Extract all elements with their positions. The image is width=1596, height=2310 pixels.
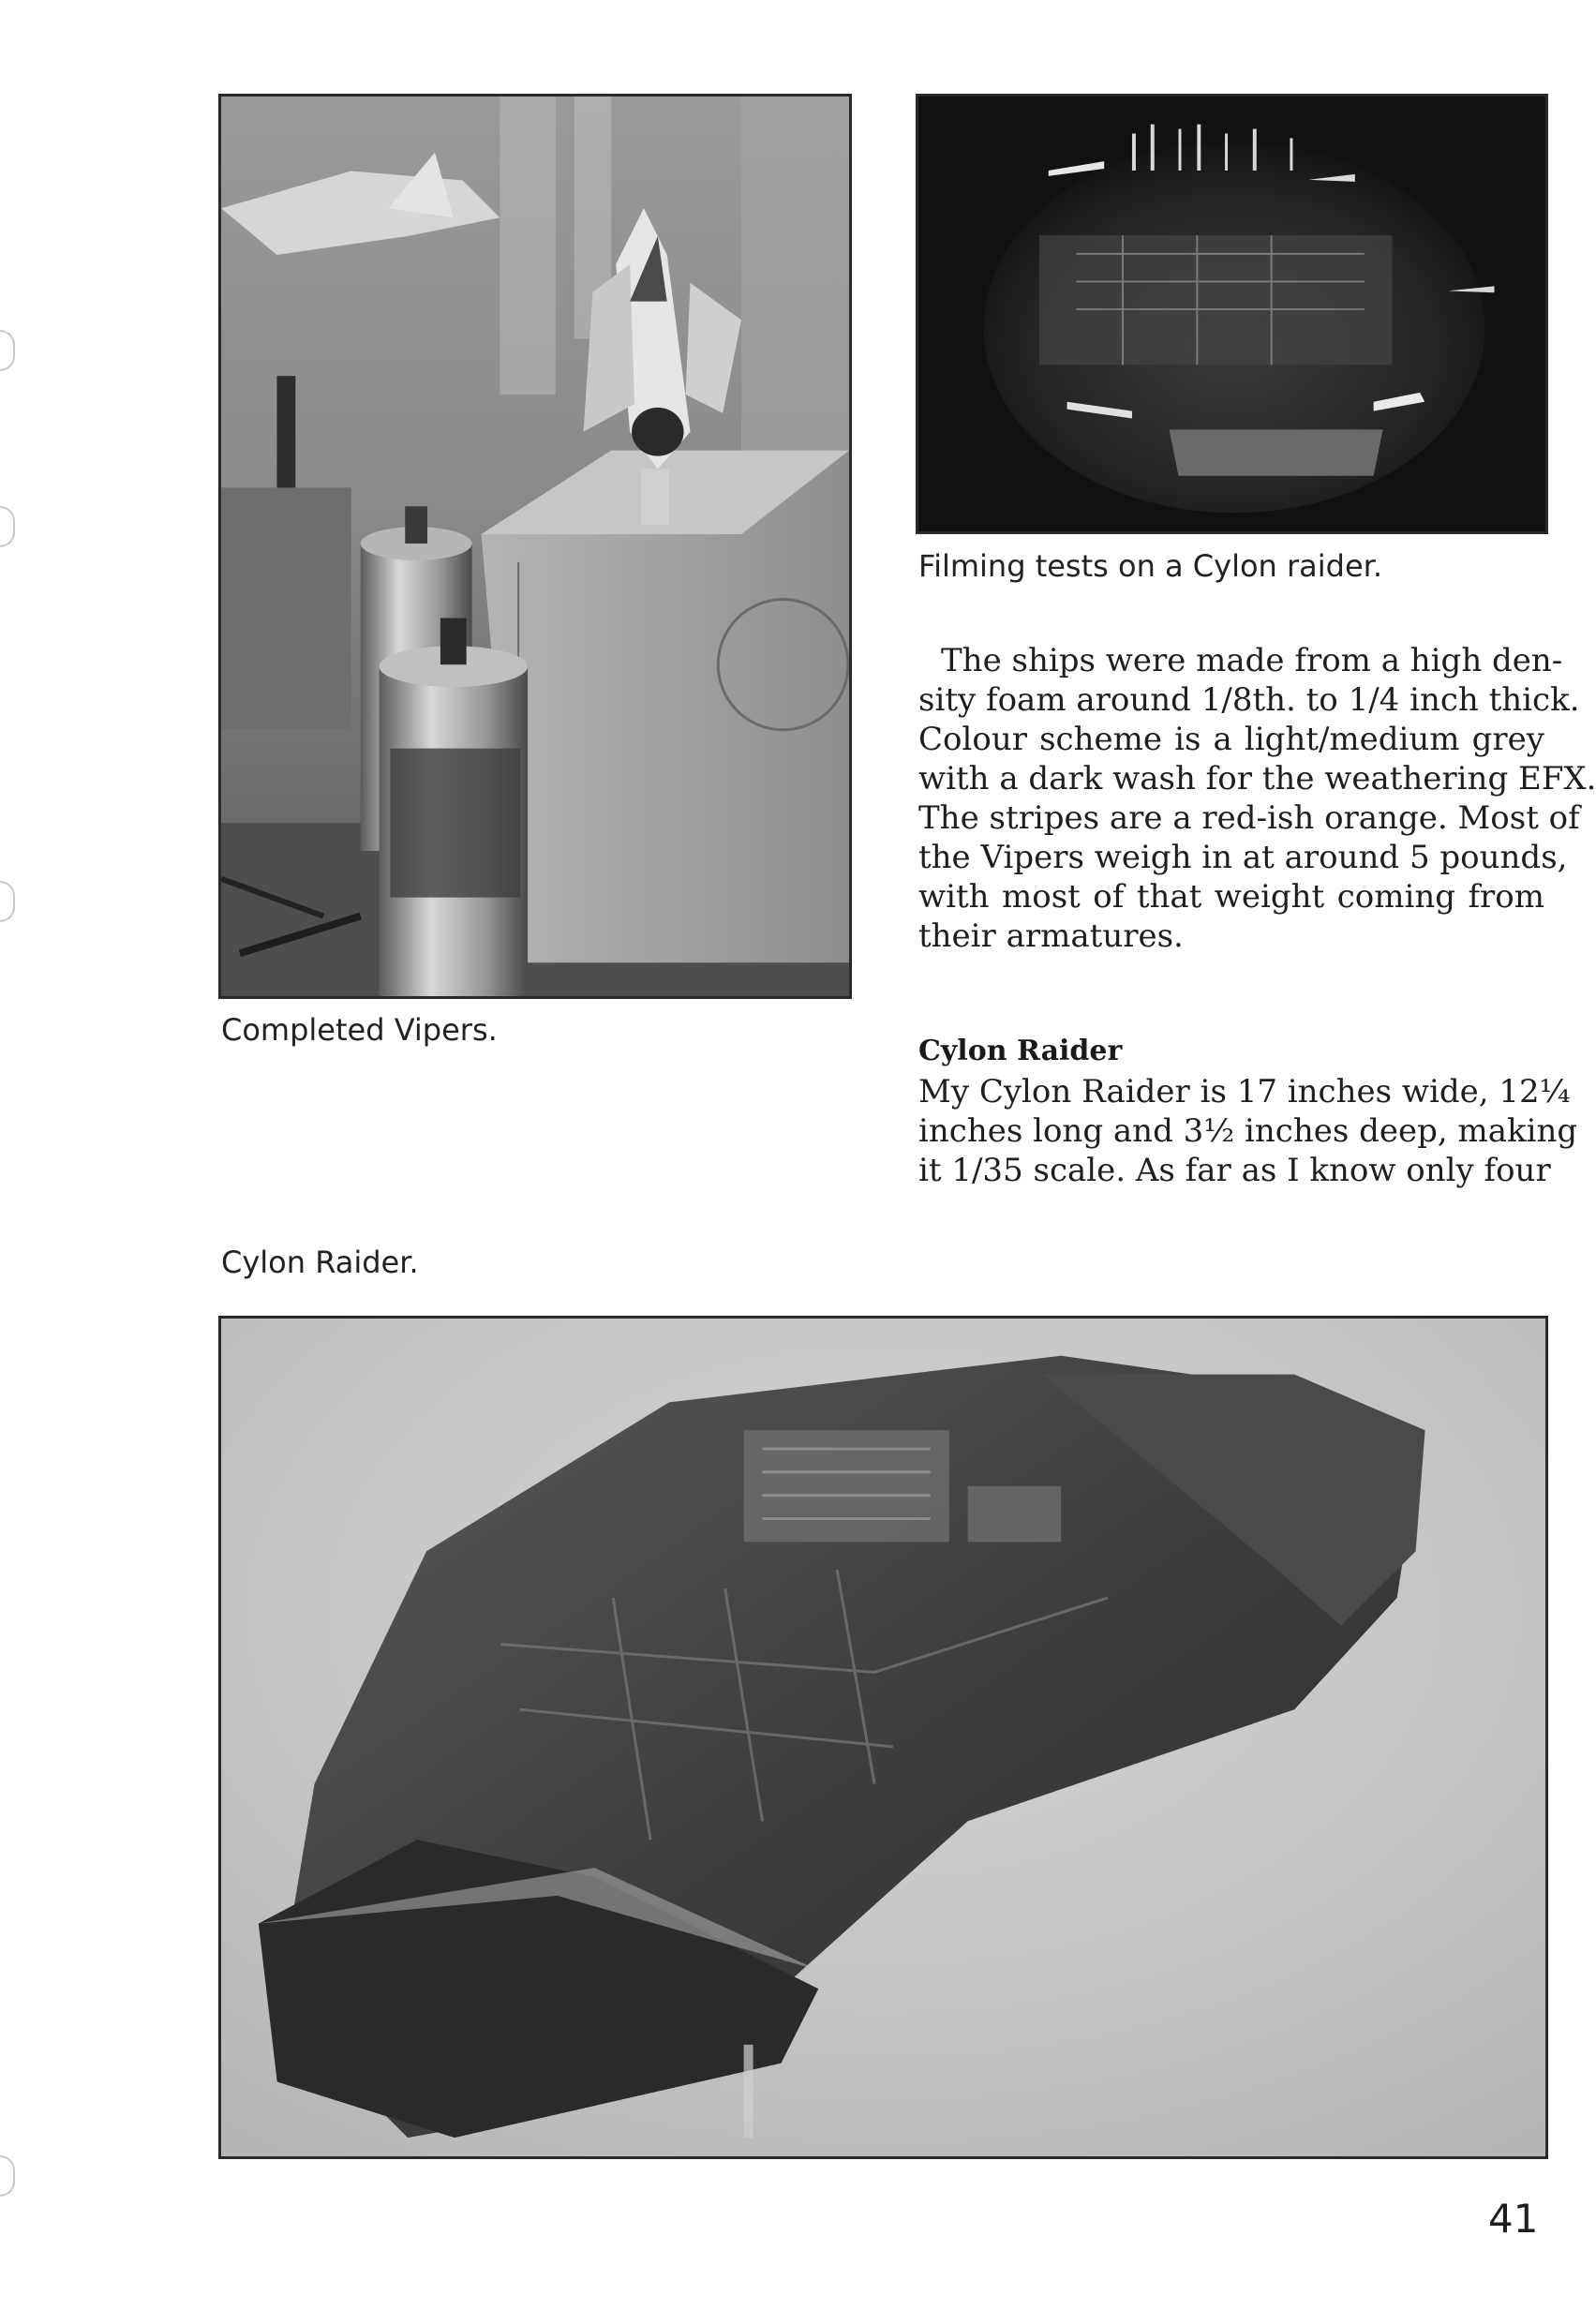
paragraph-line: My Cylon Raider is 17 inches wide, 12¼ bbox=[918, 1073, 1571, 1110]
paragraph-line: with most of that weight coming from bbox=[918, 878, 1544, 916]
paragraph-line: the Vipers weigh in at around 5 pounds, bbox=[918, 839, 1568, 876]
punch-hole-mark bbox=[0, 881, 15, 922]
punch-hole-mark bbox=[0, 506, 15, 547]
caption-cylon-raider: Cylon Raider. bbox=[221, 1244, 419, 1280]
article-paragraph-ships bbox=[918, 641, 1596, 956]
paragraph-line: sity foam around 1/8th. to 1/4 inch thick. bbox=[918, 681, 1580, 719]
photo-completed-vipers bbox=[218, 94, 852, 999]
photo-filming-tests bbox=[916, 94, 1548, 534]
paragraph-line: with a dark wash for the weathering EFX. bbox=[918, 760, 1596, 797]
paragraph-line: The ships were made from a high den- bbox=[941, 642, 1563, 679]
paragraph-line: Colour scheme is a light/medium grey bbox=[918, 721, 1544, 758]
punch-hole-mark bbox=[0, 2155, 15, 2197]
paragraph-line: The stripes are a red-ish orange. Most of bbox=[918, 799, 1580, 837]
section-heading: Cylon Raider bbox=[918, 1035, 1123, 1067]
paragraph-line: inches long and 3½ inches deep, making bbox=[918, 1112, 1578, 1150]
caption-filming-tests: Filming tests on a Cylon raider. bbox=[918, 548, 1383, 584]
caption-completed-vipers: Completed Vipers. bbox=[221, 1012, 498, 1048]
paragraph-line: it 1/35 scale. As far as I know only four bbox=[918, 1152, 1551, 1189]
paragraph-line: their armatures. bbox=[918, 917, 1184, 955]
punch-hole-mark bbox=[0, 330, 15, 371]
photo-cylon-raider bbox=[218, 1316, 1548, 2159]
article-paragraph-raider bbox=[918, 1072, 1578, 1190]
page-number: 41 bbox=[1488, 2196, 1539, 2242]
